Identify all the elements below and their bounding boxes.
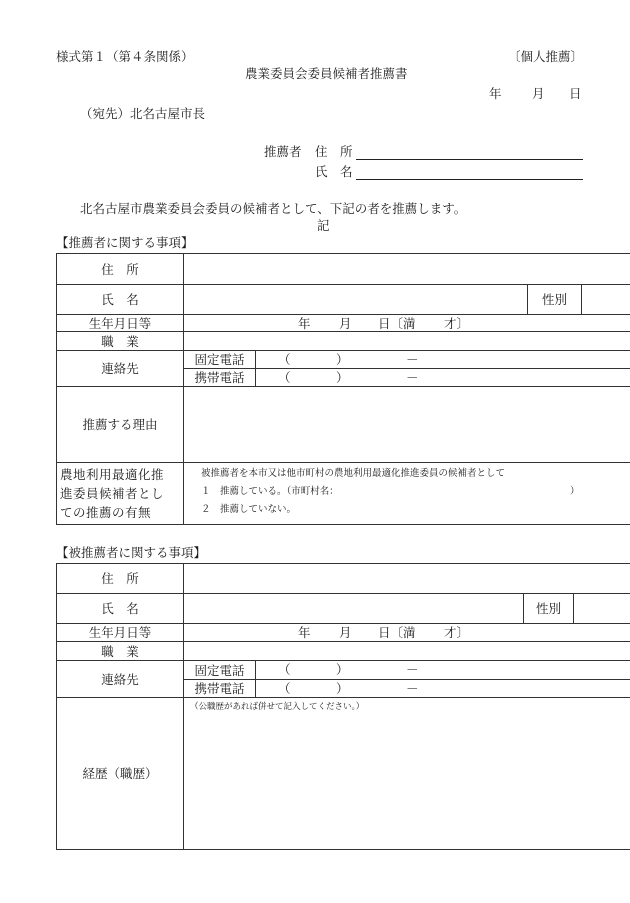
s1-reason-label: 推薦する理由 [57,387,184,463]
career-note: （公職歴があれば併せて記入してください。） [190,702,365,712]
ki-label: 記 [317,218,330,233]
s2-name-label: 氏 名 [57,594,184,624]
paren-open: （ [278,662,291,677]
promoter-label-line: 農地利用最適化推 [60,467,165,482]
dash: － [406,662,419,677]
s1-gender-field[interactable] [582,285,630,315]
s1-address-label: 住 所 [57,254,184,285]
statement-text: 北名古屋市農業委員会委員の候補者として、下記の者を推薦します。 [80,201,467,216]
s1-occupation-field[interactable] [184,332,630,351]
s2-career-field[interactable] [184,698,630,850]
s2-mobile-phone-label: 携帯電話 [184,680,256,698]
paren-close: ） [336,370,349,385]
paren-open: （ [278,370,291,385]
recommendation-category: 〔個人推薦〕 [508,49,584,64]
date-month-label: 月 [532,86,545,101]
s2-contact-label: 連絡先 [57,661,184,698]
section1-heading: 【推薦者に関する事項】 [56,235,194,250]
recommender-address-label: 住 所 [315,144,353,159]
promoter-text: 被推薦者を本市又は他市町村の農地利用最適化推進委員の候補者として [201,468,506,479]
s1-birth-month: 月 [339,316,352,331]
s2-birth-year: 年 [298,625,311,640]
s2-occupation-label: 職 業 [57,642,184,661]
s1-contact-label: 連絡先 [57,351,184,387]
s2-gender-label: 性別 [524,594,574,624]
s1-mobile-phone-field[interactable] [256,369,630,387]
s1-birth-day: 日〔満 [378,316,416,331]
recommender-address-line[interactable] [356,159,583,160]
nominee-table [56,563,630,850]
s1-reason-field[interactable] [184,387,630,463]
promoter-label-line: 進委員候補者とし [60,486,165,501]
s1-birth-year: 年 [298,316,311,331]
s1-birth-age: 才〕 [444,316,470,331]
s1-birth-label: 生年月日等 [57,315,184,332]
s1-name-field[interactable] [184,285,528,315]
s2-mobile-phone-field[interactable] [256,680,630,698]
paren-close: ） [336,662,349,677]
s2-birth-field[interactable] [184,624,630,642]
dash: － [406,681,419,696]
s2-career-label: 経歴（職歴） [57,698,184,850]
date-day-label: 日 [569,86,582,101]
paren-close: ） [336,681,349,696]
s1-promoter-field[interactable] [184,463,630,525]
dash: － [406,352,419,367]
s1-occupation-label: 職 業 [57,332,184,351]
s2-fixed-phone-label: 固定電話 [184,661,256,680]
s1-promoter-label [57,463,184,525]
s2-fixed-phone-field[interactable] [256,661,630,680]
section2-heading: 【被推薦者に関する事項】 [56,545,207,560]
recommender-name-label: 氏 名 [315,164,353,179]
s1-address-field[interactable] [184,254,630,285]
paren-open: （ [278,352,291,367]
recommender-role-label: 推薦者 [264,144,302,159]
s1-fixed-phone-label: 固定電話 [184,351,256,369]
s1-name-label: 氏 名 [57,285,184,315]
s1-fixed-phone-field[interactable] [256,351,630,369]
s2-birth-age: 才〕 [444,625,470,640]
date-year-label: 年 [489,86,502,101]
s2-birth-label: 生年月日等 [57,624,184,642]
paren-open: （ [278,681,291,696]
promoter-label-line: ての推薦の有無 [60,505,152,520]
s1-gender-label: 性別 [528,285,582,315]
s2-birth-day: 日〔満 [378,625,416,640]
recommender-name-line[interactable] [356,179,583,180]
s2-address-field[interactable] [184,564,630,594]
promoter-option-1-close: ） [570,486,580,497]
promoter-option-1[interactable]: １ 推薦している。（市町村名： [201,486,339,497]
s1-birth-field[interactable] [184,315,630,332]
promoter-option-2[interactable]: ２ 推薦していない。 [201,504,297,515]
paren-close: ） [336,352,349,367]
s2-address-label: 住 所 [57,564,184,594]
s2-birth-month: 月 [339,625,352,640]
addressee: （宛先）北名古屋市長 [80,106,206,121]
s2-name-field[interactable] [184,594,524,624]
s2-gender-field[interactable] [574,594,630,624]
form-number: 様式第１（第４条関係） [56,49,194,64]
recommender-table [56,253,630,525]
document-title: 農業委員会委員候補者推薦書 [245,66,408,81]
s2-occupation-field[interactable] [184,642,630,661]
dash: － [406,370,419,385]
s1-mobile-phone-label: 携帯電話 [184,369,256,387]
